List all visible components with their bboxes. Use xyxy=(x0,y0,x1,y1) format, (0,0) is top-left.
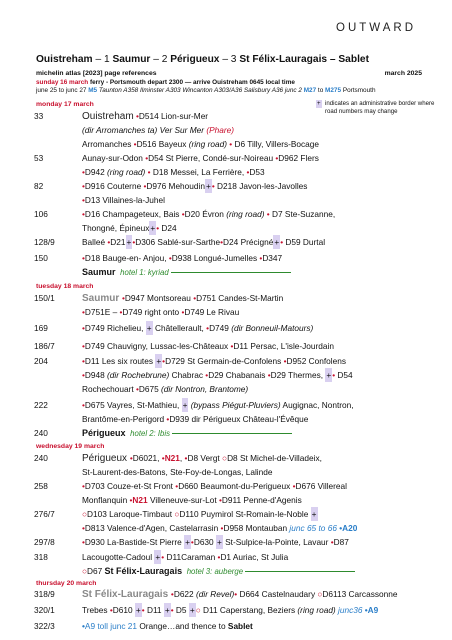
route-line xyxy=(82,426,292,441)
route-line xyxy=(82,193,165,207)
legend-plus-icon: + xyxy=(317,100,321,107)
route-text: D18 Bauge-en- Anjou, xyxy=(84,253,169,263)
hotel-label: hotel 2: Ibis xyxy=(130,429,171,438)
route-text: D749 xyxy=(209,323,232,333)
border-plus-icon: + xyxy=(216,537,222,547)
route-text: – 3 xyxy=(219,54,240,65)
route-line xyxy=(82,221,177,235)
road-bullet-icon: • xyxy=(184,453,188,463)
route-text: D20 Évron xyxy=(184,209,227,219)
route-text: 204 xyxy=(34,356,48,366)
border-plus-icon: + xyxy=(205,181,211,191)
border-plus-icon: + xyxy=(155,552,161,562)
road-bullet-icon: • xyxy=(107,237,111,247)
route-text: D16 Champageteux, Bais xyxy=(84,209,182,219)
route-text: D514 Lion-sur-Mer xyxy=(138,111,209,121)
route-text: St Félix-Lauragais xyxy=(82,589,171,600)
road-bullet-icon: • xyxy=(82,181,85,191)
border-plus-icon: + xyxy=(135,605,141,615)
road-bullet-icon: ○ xyxy=(82,566,88,576)
route-line xyxy=(82,251,282,265)
route-text: D952 Confolens xyxy=(286,356,347,366)
route-text: D938 Longué-Jumelles xyxy=(171,253,260,263)
route-text: junc 65 to 66 xyxy=(289,523,340,533)
route-text: M27 xyxy=(303,87,317,94)
route-text: (dir Rochebrune) xyxy=(107,370,170,380)
route-text: 128/9 xyxy=(34,237,55,247)
route-text: D976 Mehoudin xyxy=(146,181,205,191)
route-text: D5 xyxy=(173,605,189,615)
road-bullet-icon: • xyxy=(82,481,85,491)
road-bullet-icon: ○ xyxy=(222,453,228,463)
route-line xyxy=(82,619,253,633)
route-text: D930 La-Bastide-St Pierre xyxy=(84,537,185,547)
route-text: D749 right onto xyxy=(122,307,182,317)
route-text: to xyxy=(316,87,326,94)
route-line xyxy=(82,451,322,466)
border-plus-icon: + xyxy=(150,223,156,233)
road-bullet-icon: ○ xyxy=(82,509,88,519)
route-text: D6021, xyxy=(132,453,162,463)
route-text: 106 xyxy=(34,209,48,219)
route-text: D7 Ste-Suzanne, xyxy=(269,209,336,219)
route-text: 150/1 xyxy=(34,293,55,303)
route-text: D962 Flers xyxy=(278,153,319,163)
route-text: D675 xyxy=(138,384,162,394)
route-text: (ring road) xyxy=(297,605,338,615)
route-text: D947 Montsoreau xyxy=(124,293,194,303)
route-text: D24 xyxy=(159,223,177,233)
ferry-line xyxy=(36,79,295,86)
route-text: Thongné, Épineux xyxy=(82,223,150,233)
road-bullet-icon: • xyxy=(82,253,85,263)
route-line xyxy=(82,137,319,151)
road-bullet-icon: • xyxy=(220,237,224,247)
route-text: D18 Messei, La Ferrière, xyxy=(150,167,247,177)
route-text: Lacougotte-Cadoul xyxy=(82,552,155,562)
road-bullet-icon: • xyxy=(82,323,85,333)
road-bullet-icon: • xyxy=(275,153,279,163)
road-bullet-icon: • xyxy=(143,181,147,191)
route-text: , xyxy=(179,453,185,463)
route-text: D813 Valence-d'Agen, Castelarrasin xyxy=(84,523,221,533)
route-text: 318 xyxy=(34,552,48,562)
route-text: D622 xyxy=(173,589,196,599)
route-title xyxy=(36,54,369,65)
road-bullet-icon: • xyxy=(283,356,287,366)
route-text: Rochechouart xyxy=(82,384,136,394)
route-text: D11 Persac, L'isle-Jourdain xyxy=(233,341,334,351)
route-text: Augignac, Nontron, xyxy=(280,400,354,410)
route-text: 297/8 xyxy=(34,537,55,547)
border-plus-icon: + xyxy=(156,356,162,366)
route-text: D664 Castelnaudary xyxy=(237,589,318,599)
road-bullet-icon: • xyxy=(170,589,174,599)
route-text: D29 Thermes, xyxy=(270,370,326,380)
route-line xyxy=(82,603,378,617)
route-text: 222 xyxy=(34,400,48,410)
route-text: D54 xyxy=(335,370,353,380)
route-text: D749 Richelieu, xyxy=(84,323,146,333)
route-text: Brantôme-en-Perigord xyxy=(82,414,167,424)
road-bullet-icon: • xyxy=(136,111,139,121)
road-bullet-icon: • xyxy=(267,370,271,380)
road-bullet-icon: • xyxy=(170,605,174,615)
route-text: D53 xyxy=(249,167,265,177)
route-text: 258 xyxy=(34,481,48,491)
road-bullet-icon: • xyxy=(82,400,85,410)
route-text: (dir Revel) xyxy=(195,589,235,599)
route-text: D516 Bayeux xyxy=(136,139,189,149)
road-bullet-icon: • xyxy=(82,341,85,351)
road-bullet-icon: • xyxy=(82,537,85,547)
hotel-rule xyxy=(172,433,292,434)
route-text: D676 Villereal xyxy=(295,481,348,491)
route-text: D11Caraman xyxy=(164,552,218,562)
border-plus-icon: + xyxy=(189,605,195,615)
route-text: sunday 16 march xyxy=(36,79,89,86)
road-bullet-icon: • xyxy=(145,153,149,163)
route-line xyxy=(82,165,265,179)
route-text: D24 Précigné xyxy=(223,237,274,247)
route-line xyxy=(82,564,355,579)
hotel-label: hotel 1: kyriad xyxy=(120,268,169,277)
border-plus-icon: + xyxy=(185,537,190,547)
route-text: D749 Le Rivau xyxy=(184,307,240,317)
route-line xyxy=(82,305,239,319)
route-text: Saumur xyxy=(82,267,116,277)
route-text: Châtellerault, xyxy=(152,323,207,333)
route-text: St-Romain-le-Noble xyxy=(235,509,311,519)
route-text: Périgueux xyxy=(170,54,220,65)
road-bullet-icon: • xyxy=(168,253,172,263)
border-legend xyxy=(316,100,438,115)
road-bullet-icon: • xyxy=(339,523,343,533)
route-text: D1 Auriac, St Julia xyxy=(220,552,289,562)
route-line xyxy=(82,550,288,564)
route-text: Saumur xyxy=(82,293,123,304)
border-plus-icon: + xyxy=(146,323,152,333)
route-text: – 1 xyxy=(92,54,113,65)
route-text: D911 Penne-d'Agenis xyxy=(221,495,302,505)
route-text: D110 Puymirol xyxy=(179,509,236,519)
route-text: St-Laurent-des-Batons, Ste-Foy-de-Longas, Lalinde xyxy=(82,467,273,477)
route-text: Balleé xyxy=(82,237,108,247)
route-text: Orange…and thence to xyxy=(139,621,228,631)
route-text: N21 xyxy=(164,453,180,463)
road-bullet-icon: • xyxy=(332,370,336,380)
route-text: A9 toll junc 21 xyxy=(84,621,140,631)
route-text: D703 Couze-et-St Front xyxy=(84,481,176,491)
road-bullet-icon: • xyxy=(132,237,136,247)
route-text: D660 Beaumont-du-Perigueux xyxy=(178,481,293,491)
road-bullet-icon: • xyxy=(82,167,85,177)
route-line xyxy=(82,265,291,280)
route-text: ferry - Portsmouth depart 2300 — arrive Ouistreham 0645 local time xyxy=(88,79,295,86)
route-text: Périgueux xyxy=(82,453,130,464)
uk-route-line xyxy=(36,87,376,94)
route-text: (dir Nontron, Brantome) xyxy=(161,384,249,394)
route-line xyxy=(82,535,349,549)
route-line xyxy=(82,479,347,493)
day-label: monday 17 march xyxy=(36,101,94,108)
route-text: 150 xyxy=(34,253,48,263)
road-bullet-icon: • xyxy=(147,167,151,177)
road-bullet-icon: • xyxy=(190,537,194,547)
road-bullet-icon: • xyxy=(135,384,139,394)
road-bullet-icon: • xyxy=(161,552,165,562)
hotel-rule xyxy=(171,272,291,273)
route-text: 322/3 xyxy=(34,621,55,631)
route-text: Arromanches xyxy=(82,139,134,149)
route-text: 186/7 xyxy=(34,341,55,351)
road-bullet-icon: • xyxy=(141,605,145,615)
route-text: 53 xyxy=(34,153,44,163)
border-plus-icon: + xyxy=(182,400,188,410)
day-label: tuesday 18 march xyxy=(36,283,94,290)
road-bullet-icon: • xyxy=(364,605,368,615)
route-line xyxy=(82,235,325,249)
route-line xyxy=(82,109,208,124)
route-text: St Félix-Lauragais xyxy=(104,566,183,576)
outward-heading: OUTWARD xyxy=(336,22,416,34)
road-bullet-icon: • xyxy=(122,293,125,303)
road-bullet-icon: • xyxy=(219,495,222,505)
route-text: D29 Chabanais xyxy=(208,370,268,380)
road-bullet-icon: ○ xyxy=(195,605,201,615)
route-line xyxy=(82,354,346,368)
route-text: (dir Bonneuil-Matours) xyxy=(231,323,314,333)
road-bullet-icon: • xyxy=(211,181,215,191)
route-text: D21 xyxy=(110,237,126,247)
route-text: 320/1 xyxy=(34,605,55,615)
road-bullet-icon: • xyxy=(206,323,210,333)
road-bullet-icon: • xyxy=(246,167,250,177)
route-text: Aunay-sur-Odon xyxy=(82,153,146,163)
route-line xyxy=(82,507,318,521)
route-line xyxy=(82,412,308,426)
route-line xyxy=(82,493,302,507)
road-bullet-icon: • xyxy=(229,139,233,149)
road-bullet-icon: • xyxy=(82,195,85,205)
route-line xyxy=(82,382,248,396)
road-bullet-icon: • xyxy=(193,293,197,303)
road-bullet-icon: • xyxy=(129,495,133,505)
road-bullet-icon: • xyxy=(220,523,224,533)
route-text: (ring road) xyxy=(226,209,265,219)
road-bullet-icon: • xyxy=(129,453,133,463)
road-bullet-icon: • xyxy=(181,307,185,317)
route-text: D729 St Germain-de-Confolens xyxy=(165,356,284,366)
route-text: D87 xyxy=(333,537,349,547)
day-label: wednesday 19 march xyxy=(36,443,105,450)
route-text: D306 Sablé-sur-Sarthe xyxy=(135,237,221,247)
border-plus-icon: + xyxy=(326,370,332,380)
road-bullet-icon: • xyxy=(82,209,85,219)
route-text: indicates an administrative border where road numbers may change xyxy=(325,100,435,115)
road-bullet-icon: • xyxy=(82,307,85,317)
route-text: 240 xyxy=(34,428,48,438)
road-bullet-icon: • xyxy=(259,253,263,263)
road-bullet-icon: • xyxy=(330,537,334,547)
route-text: D103 Laroque-Timbaut xyxy=(87,509,175,519)
road-bullet-icon: • xyxy=(266,209,270,219)
road-bullet-icon: • xyxy=(205,370,209,380)
route-text: Périgueux xyxy=(82,428,126,438)
route-text: D347 xyxy=(262,253,283,263)
border-plus-icon: + xyxy=(311,509,317,519)
road-bullet-icon: • xyxy=(162,356,166,366)
route-text: D939 dir Périgueux Château-l'Évêque xyxy=(169,414,309,424)
route-text: (bypass Piégut-Pluviers) xyxy=(188,400,281,410)
route-text: 276/7 xyxy=(34,509,55,519)
route-text: Monflanquin xyxy=(82,495,130,505)
route-text: – 2 xyxy=(150,54,171,65)
hotel-rule xyxy=(245,571,355,572)
route-text: D13 Villaines-la-Juhel xyxy=(84,195,165,205)
route-text: D11 xyxy=(144,605,164,615)
route-text: Taunton A358 Ilminster A303 Wincanton A303/A36 Salisbury A36 junc 2 xyxy=(97,87,304,94)
route-text: M275 xyxy=(325,87,342,94)
route-text: Chabrac xyxy=(169,370,206,380)
route-line xyxy=(82,207,335,221)
route-text: D6113 Carcassonne xyxy=(322,589,398,599)
route-text: D6 Tilly, Villers-Bocage xyxy=(232,139,320,149)
road-bullet-icon: • xyxy=(161,453,165,463)
route-text: june 25 to junc 27 xyxy=(36,87,89,94)
route-text: (dir Arromanches ta) Ver Sur Mer xyxy=(82,125,205,135)
route-text: D751 Candes-St-Martin xyxy=(196,293,284,303)
road-bullet-icon: ○ xyxy=(174,509,180,519)
route-text: D958 Montauban xyxy=(223,523,290,533)
route-text: 318/9 xyxy=(34,589,55,599)
route-text: Ouistreham xyxy=(36,54,93,65)
border-plus-icon: + xyxy=(126,237,132,247)
route-text: D11 Caperstang, Beziers xyxy=(200,605,298,615)
road-bullet-icon: • xyxy=(133,139,137,149)
route-text: (ring road) xyxy=(188,139,227,149)
route-line xyxy=(82,368,353,382)
road-bullet-icon: • xyxy=(217,552,221,562)
route-text: D942 xyxy=(84,167,108,177)
month-label: march 2025 xyxy=(384,70,422,77)
hotel-label: hotel 3: auberge xyxy=(186,567,244,576)
route-text: A9 xyxy=(367,605,379,615)
route-text: (ring road) xyxy=(107,167,146,177)
route-text: D59 Durtal xyxy=(283,237,326,247)
border-plus-icon: + xyxy=(164,605,170,615)
road-bullet-icon: • xyxy=(234,589,238,599)
route-text: 169 xyxy=(34,323,48,333)
road-bullet-icon: • xyxy=(82,370,85,380)
route-text: Saumur xyxy=(112,54,151,65)
day-label: thursday 20 march xyxy=(36,580,97,587)
road-bullet-icon: • xyxy=(181,209,185,219)
route-text: 240 xyxy=(34,453,48,463)
route-text: D11 Les six routes xyxy=(84,356,156,366)
route-line xyxy=(82,179,307,193)
route-line xyxy=(82,521,357,535)
route-text: D948 xyxy=(84,370,108,380)
route-text: D751E – xyxy=(84,307,120,317)
route-text: 82 xyxy=(34,181,44,191)
route-text: (Phare) xyxy=(206,125,235,135)
atlas-line xyxy=(36,70,422,77)
road-bullet-icon: • xyxy=(230,341,234,351)
route-text: D67 xyxy=(87,566,105,576)
border-plus-icon: + xyxy=(274,237,280,247)
route-text: A20 xyxy=(342,523,358,533)
route-text: Portsmouth xyxy=(341,87,376,94)
route-line xyxy=(82,151,319,165)
route-line xyxy=(82,398,354,412)
route-text: M5 xyxy=(88,87,98,94)
route-text: Trebes xyxy=(82,605,110,615)
road-bullet-icon: • xyxy=(119,307,123,317)
route-text: Villeneuve-sur-Lot xyxy=(147,495,219,505)
route-text: D675 Vayres, St-Mathieu, xyxy=(84,400,182,410)
road-bullet-icon: • xyxy=(166,414,170,424)
road-bullet-icon: • xyxy=(292,481,296,491)
route-text: D8 Vergt xyxy=(187,453,223,463)
road-bullet-icon: • xyxy=(82,356,85,366)
route-line xyxy=(82,321,313,335)
route-text: St Félix-Lauragais – Sablet xyxy=(239,54,369,65)
route-text: 33 xyxy=(34,111,44,121)
route-text: St-Sulpice-la-Pointe, Lavaur xyxy=(222,537,331,547)
route-line xyxy=(82,123,234,137)
road-bullet-icon: • xyxy=(156,223,160,233)
route-text: D916 Couterne xyxy=(84,181,144,191)
road-bullet-icon: ○ xyxy=(317,589,323,599)
route-line xyxy=(82,291,283,306)
route-text: D8 St Michel-de-Villadeix, xyxy=(227,453,322,463)
route-line xyxy=(82,339,334,353)
route-text: D54 St Pierre, Condé-sur-Noireau xyxy=(148,153,276,163)
route-text: michelin atlas [2023] page references xyxy=(36,70,157,77)
route-text: D630 xyxy=(193,537,216,547)
route-text: N21 xyxy=(132,495,148,505)
road-bullet-icon: • xyxy=(175,481,179,491)
road-bullet-icon: • xyxy=(82,621,85,631)
route-text: Sablet xyxy=(227,621,253,631)
route-text: D610 xyxy=(112,605,135,615)
route-line xyxy=(82,465,272,479)
road-bullet-icon: • xyxy=(109,605,113,615)
route-text: D749 Chauvigny, Lussac-les-Châteaux xyxy=(84,341,231,351)
road-bullet-icon: • xyxy=(82,523,85,533)
route-text: junc36 xyxy=(338,605,365,615)
route-text: Ouistreham xyxy=(82,111,134,122)
route-text: D218 Javon-les-Javolles xyxy=(214,181,308,191)
road-bullet-icon: • xyxy=(280,237,284,247)
route-line xyxy=(82,587,397,602)
